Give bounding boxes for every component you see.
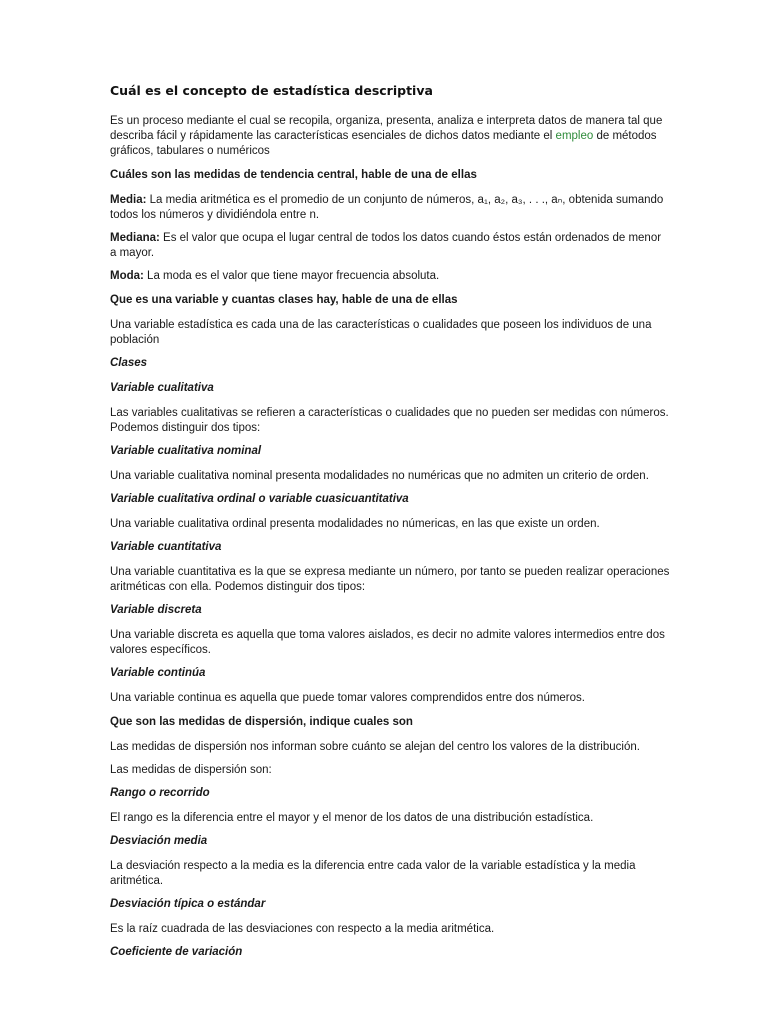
desviacion-tipica-paragraph: Es la raíz cuadrada de las desviaciones con respecto a la media aritmética. (110, 923, 495, 935)
subheading-coeficiente-variacion: Coeficiente de variación (110, 946, 243, 958)
subheading-desviacion-media: Desviación media (110, 835, 208, 847)
heading-dispersion: Que son las medidas de dispersión, indique cuales son (110, 716, 413, 728)
cualitativa-paragraph: Las variables cualitativas se refieren a características o cualidades que no pueden ser medidas con números. Podemos distinguir dos tipos: (110, 407, 669, 434)
subheading-rango: Rango o recorrido (110, 787, 210, 799)
intro-paragraph (110, 114, 670, 159)
media-text: La media aritmética es el promedio de un conjunto de números, a₁, a₂, a₃, . . ., aₙ, obtenida sumando todos los números y dividiéndola entre n. (110, 194, 664, 221)
mediana-paragraph (110, 231, 670, 261)
moda-label: Moda: (110, 270, 144, 282)
media-paragraph (110, 193, 670, 223)
cualitativa-ordinal-paragraph: Una variable cualitativa ordinal presenta modalidades no númericas, en las que existe un orden. (110, 518, 600, 530)
cualitativa-nominal-paragraph: Una variable cualitativa nominal presenta modalidades no numéricas que no admiten un criterio de orden. (110, 470, 649, 482)
subheading-variable-cualitativa: Variable cualitativa (110, 382, 214, 394)
dispersion-paragraph-1: Las medidas de dispersión nos informan sobre cuánto se alejan del centro los valores de la distribución. (110, 741, 640, 753)
rango-paragraph: El rango es la diferencia entre el mayor y el menor de los datos de una distribución estadística. (110, 812, 594, 824)
empleo-link[interactable]: empleo (555, 130, 594, 142)
subheading-cualitativa-nominal: Variable cualitativa nominal (110, 445, 262, 457)
intro-text-after-link: de métodos gráficos, tabulares o numéricos (110, 130, 657, 157)
variable-paragraph: Una variable estadística es cada una de las características o cualidades que poseen los individuos de una población (110, 319, 652, 346)
media-label: Media: (110, 194, 147, 206)
cuantitativa-paragraph: Una variable cuantitativa es la que se expresa mediante un número, por tanto se pueden realizar operaciones aritméticas con ella. Podemos distinguir dos tipos: (110, 566, 670, 593)
desviacion-media-paragraph: La desviación respecto a la media es la diferencia entre cada valor de la variable estadística y la media aritmética. (110, 860, 636, 887)
subheading-cualitativa-ordinal: Variable cualitativa ordinal o variable cuasicuantitativa (110, 493, 409, 505)
subheading-variable-cuantitativa: Variable cuantitativa (110, 541, 222, 553)
heading-tendencia-central: Cuáles son las medidas de tendencia central, hable de una de ellas (110, 169, 477, 181)
moda-paragraph (110, 269, 670, 284)
document-body (110, 83, 670, 970)
subheading-desviacion-tipica: Desviación típica o estándar (110, 898, 266, 910)
mediana-label: Mediana: (110, 232, 160, 244)
dispersion-paragraph-2: Las medidas de dispersión son: (110, 764, 272, 776)
page-title: Cuál es el concepto de estadística descriptiva (110, 83, 433, 98)
intro-text-before-link: Es un proceso mediante el cual se recopila, organiza, presenta, analiza e interpreta datos de manera tal que describa fácil y rápidamente las características esenciales de dichos datos mediante el (110, 115, 663, 142)
subheading-variable-continua: Variable continúa (110, 667, 206, 679)
heading-variable: Que es una variable y cuantas clases hay, hable de una de ellas (110, 294, 458, 306)
mediana-text: Es el valor que ocupa el lugar central de todos los datos cuando éstos están ordenados de menor a mayor. (110, 232, 662, 259)
subheading-variable-discreta: Variable discreta (110, 604, 202, 616)
moda-text: La moda es el valor que tiene mayor frecuencia absoluta. (143, 270, 440, 282)
continua-paragraph: Una variable continua es aquella que puede tomar valores comprendidos entre dos números. (110, 692, 585, 704)
discreta-paragraph: Una variable discreta es aquella que toma valores aislados, es decir no admite valores intermedios entre dos valores específicos. (110, 629, 665, 656)
subheading-clases: Clases (110, 357, 148, 369)
